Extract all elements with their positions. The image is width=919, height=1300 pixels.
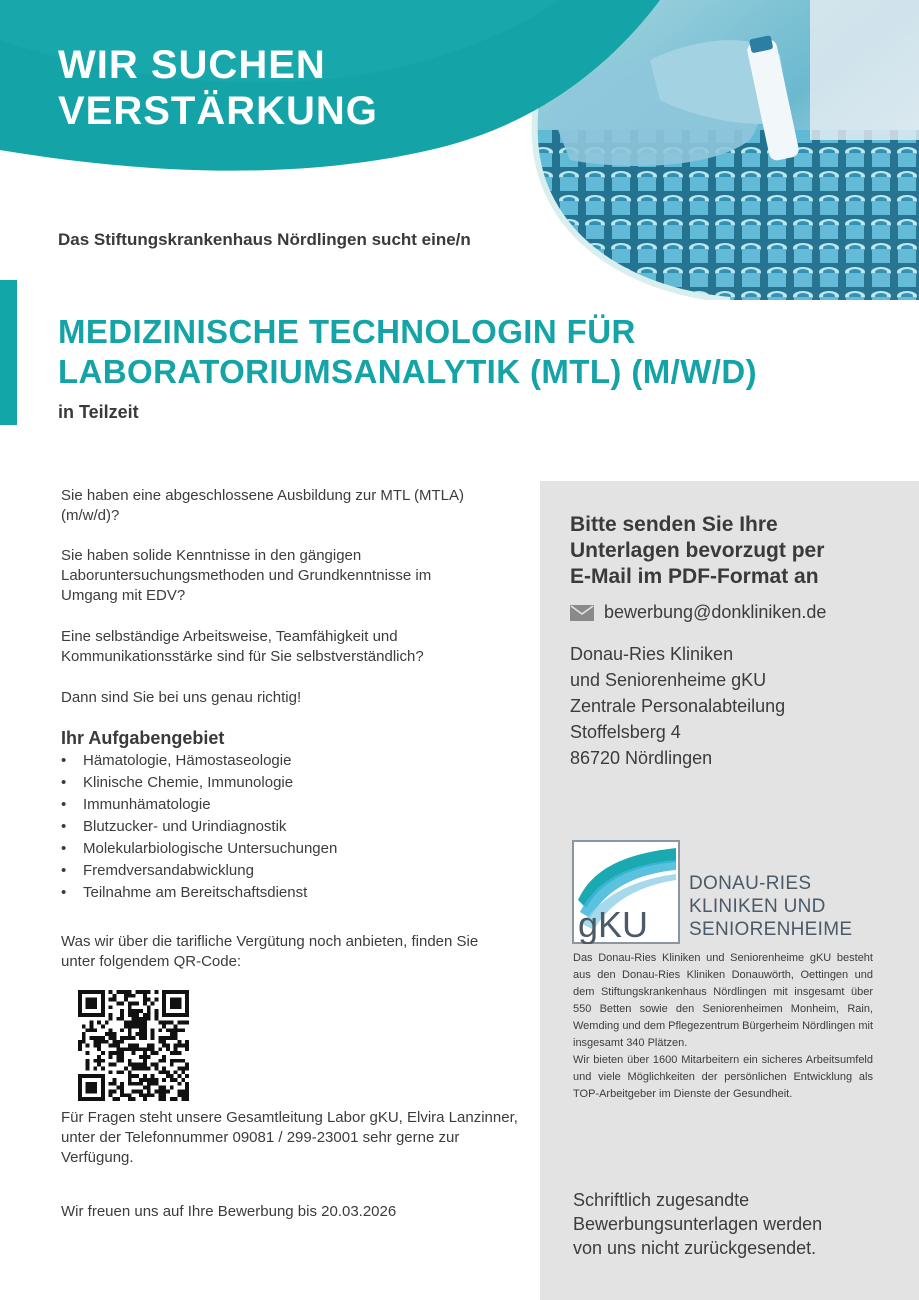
address-line: Stoffelsberg 4 [570,722,681,742]
address-line: Donau-Ries Kliniken [570,644,734,664]
compensation-text [61,932,521,972]
list-item-label: Immunhämatologie [83,796,211,813]
gku-logo-mark [572,840,680,944]
text-line: Sie haben eine abgeschlossene Ausbildung zur MTL (MTLA) [61,487,465,504]
list-item [61,816,337,838]
job-subtitle: in Teilzeit [58,402,139,422]
text-line: Für Fragen steht unsere Gesamtleitung Labor gKU, Elvira Lanzinner, [61,1109,518,1126]
deadline-text: Wir freuen uns auf Ihre Bewerbung bis 20.03.2026 [61,1203,397,1220]
requirement-education [61,486,521,526]
list-item-label: Molekularbiologische Untersuchungen [83,840,338,857]
logo-mark-text: gKU [578,904,649,944]
logo-line: SENIORENHEIME [689,919,853,940]
headline-line-2: VERSTÄRKUNG [58,89,378,133]
return-note [573,1188,822,1260]
text-line: Laboruntersuchungsmethoden und Grundkenntnisse im [61,567,432,584]
accent-bar [0,280,17,425]
bullet: • [61,818,67,835]
bullet: • [61,840,67,857]
job-title-line-2: LABORATORIUMSANALYTIK (MTL) (M/W/D) [58,353,757,390]
about-text [573,950,873,1103]
bullet: • [61,752,67,769]
tasks-list [61,750,337,904]
address-line: Zentrale Personalabteilung [570,696,786,716]
application-cta [570,512,900,590]
list-item-label: Teilnahme am Bereitschaftsdienst [83,884,308,901]
logo-line: DONAU-RIES [689,873,812,894]
email-row[interactable] [570,602,826,623]
job-title-line-1: MEDIZINISCHE TECHNOLOGIN FÜR [58,313,636,350]
about-paragraph: Das Donau-Ries Kliniken und Seniorenheime gKU besteht aus den Donau-Ries Kliniken Donauwörth, Oettingen und dem Stiftungskrankenhaus Nördlingen mit insgesamt über 550 Betten sowie den Seniorenheimen Monheim, Rain, Wemding und dem Pflegezentrum Bürgerheim Nördlingen mit insgesamt 340 Plätzen. [573,952,873,1049]
intro-text: Das Stiftungskrankenhaus Nördlingen sucht eine/n [58,230,471,249]
text-line: E-Mail im PDF-Format an [570,565,819,588]
logo-line: KLINIKEN UND [689,896,826,917]
email-link[interactable]: bewerbung@donkliniken.de [604,602,827,622]
text-line: Was wir über die tarifliche Vergütung noch anbieten, finden Sie [61,933,479,950]
requirement-knowledge [61,546,521,606]
bullet: • [61,796,67,813]
list-item [61,772,337,794]
postal-address [570,641,785,771]
text-line: Verfügung. [61,1149,134,1166]
bullet: • [61,862,67,879]
text-line: Bewerbungsunterlagen werden [573,1214,823,1234]
list-item-label: Fremdversandabwicklung [83,862,254,879]
tasks-heading: Ihr Aufgabengebiet [61,728,225,748]
text-line: unter folgendem QR-Code: [61,953,242,970]
qr-code[interactable] [78,990,189,1101]
requirement-soft-skills [61,627,521,667]
list-item-label: Blutzucker- und Urindiagnostik [83,818,287,835]
list-item-label: Klinische Chemie, Immunologie [83,774,294,791]
list-item [61,838,337,860]
text-line: Kommunikationsstärke sind für Sie selbstverständlich? [61,648,424,665]
about-paragraph: Wir bieten über 1600 Mitarbeitern ein sicheres Arbeitsumfeld und viele Möglichkeiten der persönlichen Entwicklung als TOP-Arbeitgeber im Dienste der Gesundheit. [573,1054,873,1100]
address-line: und Seniorenheime gKU [570,670,767,690]
contact-text [61,1108,521,1168]
logo-wordmark [689,872,852,941]
text-line: Schriftlich zugesandte [573,1190,750,1210]
address-line: 86720 Nördlingen [570,748,713,768]
text-line: Unterlagen bevorzugt per [570,539,825,562]
mail-icon [570,605,594,621]
text-line: Eine selbständige Arbeitsweise, Teamfähigkeit und [61,628,398,645]
list-item [61,750,337,772]
requirement-closing: Dann sind Sie bei uns genau richtig! [61,689,302,706]
list-item [61,882,337,904]
text-line: von uns nicht zurückgesendet. [573,1238,817,1258]
text-line: Umgang mit EDV? [61,587,186,604]
list-item [61,794,337,816]
text-line: Bitte senden Sie Ihre [570,513,778,536]
headline-line-1: WIR SUCHEN [58,43,326,87]
text-line: (m/w/d)? [61,507,120,524]
list-item-label: Hämatologie, Hämostaseologie [83,752,292,769]
bullet: • [61,774,67,791]
headline [58,42,378,134]
text-line: unter der Telefonnummer 09081 / 299-23001 sehr gerne zur [61,1129,460,1146]
bullet: • [61,884,67,901]
job-title [58,312,908,392]
list-item [61,860,337,882]
text-line: Sie haben solide Kenntnisse in den gängigen [61,547,362,564]
